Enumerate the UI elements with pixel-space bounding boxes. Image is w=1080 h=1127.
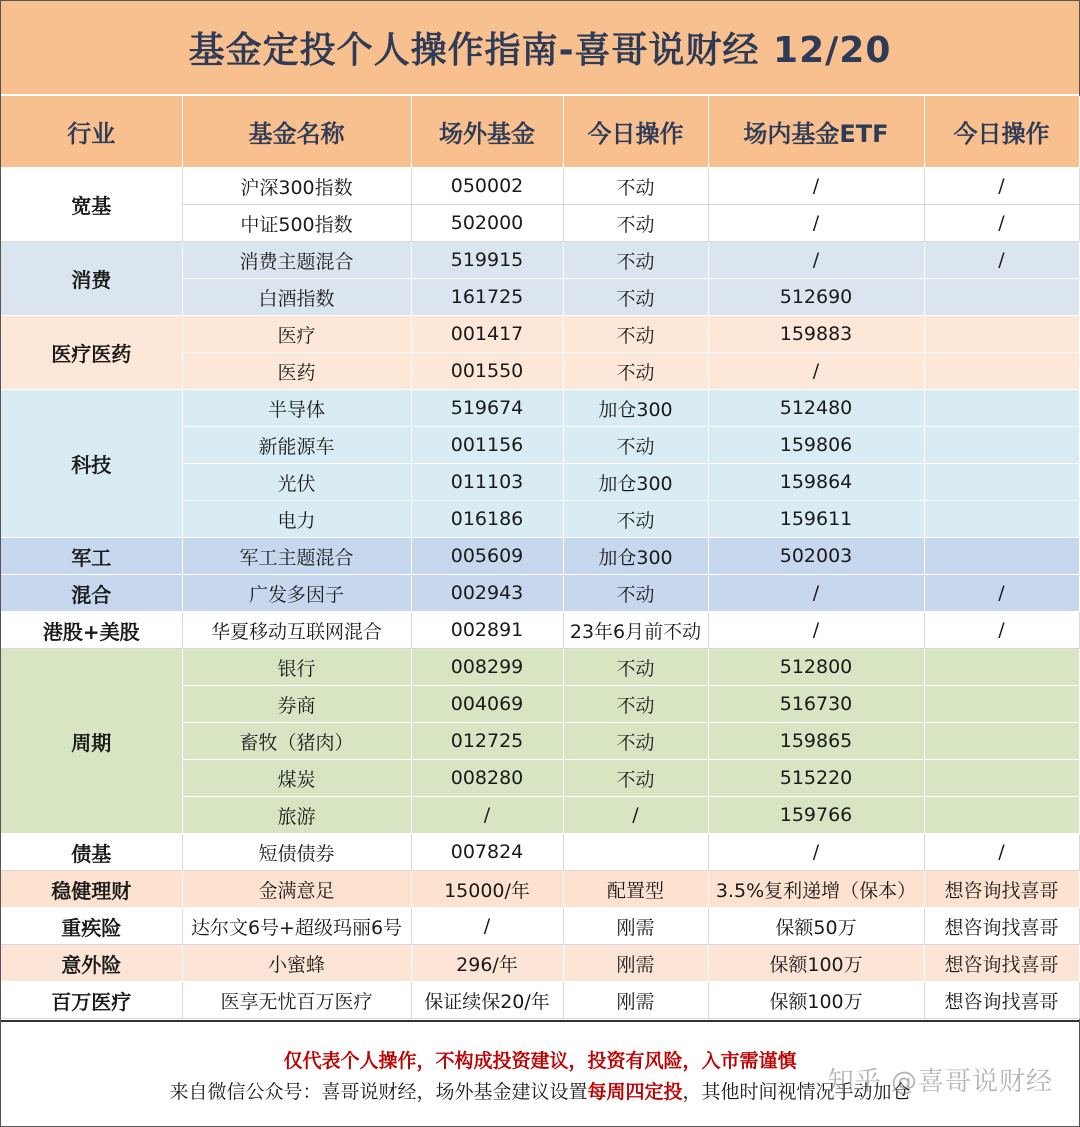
sector-cell: 意外险 xyxy=(1,945,182,982)
fund-name-cell: 医疗 xyxy=(182,316,411,353)
etf-op-cell xyxy=(924,538,1079,575)
fund-code-cell: 296/年 xyxy=(411,945,563,982)
fund-name-cell: 达尔文6号+超级玛丽6号 xyxy=(182,908,411,945)
etf-cell: 502003 xyxy=(708,538,924,575)
fund-name-cell: 华夏移动互联网混合 xyxy=(182,612,411,649)
etf-cell: 159883 xyxy=(708,316,924,353)
sector-cell: 周期 xyxy=(1,649,182,834)
etf-op-cell xyxy=(924,760,1079,797)
today-op-cell: 不动 xyxy=(563,242,708,279)
sector-cell: 混合 xyxy=(1,575,182,612)
fund-code-cell: 008299 xyxy=(411,649,563,686)
sector-cell: 医疗医药 xyxy=(1,316,182,390)
sector-cell: 百万医疗 xyxy=(1,982,182,1019)
sector-cell: 科技 xyxy=(1,390,182,538)
etf-op-cell: / xyxy=(924,242,1079,279)
today-op-cell: 不动 xyxy=(563,316,708,353)
etf-op-cell: / xyxy=(924,834,1079,871)
fund-code-cell: 001417 xyxy=(411,316,563,353)
etf-op-cell: 想咨询找喜哥 xyxy=(924,908,1079,945)
etf-op-cell: 想咨询找喜哥 xyxy=(924,945,1079,982)
table-row xyxy=(1,168,1079,205)
sector-cell: 宽基 xyxy=(1,168,182,242)
header-etf-today-op: 今日操作 xyxy=(924,96,1079,168)
table-row xyxy=(1,945,1079,982)
etf-op-cell: / xyxy=(924,612,1079,649)
etf-op-cell: 想咨询找喜哥 xyxy=(924,871,1079,908)
header-sector: 行业 xyxy=(1,96,182,168)
etf-cell: / xyxy=(708,575,924,612)
etf-op-cell xyxy=(924,353,1079,390)
fund-name-cell: 光伏 xyxy=(182,464,411,501)
etf-op-cell xyxy=(924,427,1079,464)
etf-cell: 保额50万 xyxy=(708,908,924,945)
etf-op-cell xyxy=(924,686,1079,723)
fund-code-cell: 502000 xyxy=(411,205,563,242)
fund-name-cell: 小蜜蜂 xyxy=(182,945,411,982)
etf-op-cell xyxy=(924,316,1079,353)
sector-cell: 军工 xyxy=(1,538,182,575)
etf-cell: 159806 xyxy=(708,427,924,464)
table-row xyxy=(1,612,1079,649)
today-op-cell: 不动 xyxy=(563,760,708,797)
etf-op-cell xyxy=(924,279,1079,316)
etf-op-cell: 想咨询找喜哥 xyxy=(924,982,1079,1019)
today-op-cell: 23年6月前不动 xyxy=(563,612,708,649)
fund-table xyxy=(1,96,1080,1019)
etf-cell: 512690 xyxy=(708,279,924,316)
today-op-cell: 加仓300 xyxy=(563,538,708,575)
fund-name-cell: 新能源车 xyxy=(182,427,411,464)
today-op-cell: / xyxy=(563,797,708,834)
etf-cell: / xyxy=(708,353,924,390)
today-op-cell: 加仓300 xyxy=(563,390,708,427)
fund-code-cell: 004069 xyxy=(411,686,563,723)
fund-code-cell: 016186 xyxy=(411,501,563,538)
table-row xyxy=(1,390,1079,427)
fund-code-cell: 005609 xyxy=(411,538,563,575)
disclaimer-text: 仅代表个人操作，不构成投资建议，投资有风险，入市需谨慎 xyxy=(283,1050,797,1072)
header-today-op: 今日操作 xyxy=(563,96,708,168)
fund-code-cell: 002891 xyxy=(411,612,563,649)
etf-cell: 512800 xyxy=(708,649,924,686)
table-row xyxy=(1,575,1079,612)
fund-code-cell: 007824 xyxy=(411,834,563,871)
etf-cell: / xyxy=(708,242,924,279)
etf-cell: / xyxy=(708,205,924,242)
table-row xyxy=(1,316,1079,353)
sector-cell: 重疾险 xyxy=(1,908,182,945)
etf-op-cell xyxy=(924,723,1079,760)
fund-name-cell: 中证500指数 xyxy=(182,205,411,242)
etf-cell: 159611 xyxy=(708,501,924,538)
today-op-cell: 不动 xyxy=(563,353,708,390)
today-op-cell: 不动 xyxy=(563,279,708,316)
sector-cell: 港股+美股 xyxy=(1,612,182,649)
fund-code-cell: 050002 xyxy=(411,168,563,205)
sector-cell: 消费 xyxy=(1,242,182,316)
etf-op-cell xyxy=(924,501,1079,538)
etf-cell: 保额100万 xyxy=(708,945,924,982)
today-op-cell: 不动 xyxy=(563,575,708,612)
fund-name-cell: 白酒指数 xyxy=(182,279,411,316)
fund-name-cell: 银行 xyxy=(182,649,411,686)
etf-cell: 3.5%复利递增（保本） xyxy=(708,871,924,908)
fund-name-cell: 旅游 xyxy=(182,797,411,834)
today-op-cell: 配置型 xyxy=(563,871,708,908)
fund-code-cell: 161725 xyxy=(411,279,563,316)
fund-code-cell: 15000/年 xyxy=(411,871,563,908)
etf-op-cell: / xyxy=(924,168,1079,205)
footer xyxy=(1,1020,1079,1126)
fund-name-cell: 半导体 xyxy=(182,390,411,427)
sector-cell: 稳健理财 xyxy=(1,871,182,908)
table-row xyxy=(1,982,1079,1019)
today-op-cell: 不动 xyxy=(563,501,708,538)
etf-cell: / xyxy=(708,612,924,649)
sector-cell: 债基 xyxy=(1,834,182,871)
today-op-cell: 不动 xyxy=(563,168,708,205)
fund-name-cell: 广发多因子 xyxy=(182,575,411,612)
today-op-cell: 不动 xyxy=(563,427,708,464)
fund-code-cell: 保证续保20/年 xyxy=(411,982,563,1019)
today-op-cell: 刚需 xyxy=(563,908,708,945)
etf-cell: 159766 xyxy=(708,797,924,834)
fund-name-cell: 短债债券 xyxy=(182,834,411,871)
fund-code-cell: / xyxy=(411,908,563,945)
fund-code-cell: 519674 xyxy=(411,390,563,427)
today-op-cell: 刚需 xyxy=(563,982,708,1019)
fund-name-cell: 医药 xyxy=(182,353,411,390)
table-row xyxy=(1,871,1079,908)
page-title: 基金定投个人操作指南-喜哥说财经 12/20 xyxy=(1,1,1079,96)
header-otc-fund: 场外基金 xyxy=(411,96,563,168)
fund-name-cell: 消费主题混合 xyxy=(182,242,411,279)
fund-name-cell: 煤炭 xyxy=(182,760,411,797)
etf-op-cell xyxy=(924,797,1079,834)
etf-op-cell: / xyxy=(924,575,1079,612)
table-row xyxy=(1,649,1079,686)
etf-op-cell xyxy=(924,464,1079,501)
etf-op-cell xyxy=(924,390,1079,427)
fund-name-cell: 医享无忧百万医疗 xyxy=(182,982,411,1019)
etf-op-cell: / xyxy=(924,205,1079,242)
fund-name-cell: 沪深300指数 xyxy=(182,168,411,205)
table-row xyxy=(1,242,1079,279)
today-op-cell: 不动 xyxy=(563,723,708,760)
today-op-cell xyxy=(563,834,708,871)
fund-name-cell: 电力 xyxy=(182,501,411,538)
fund-code-cell: 519915 xyxy=(411,242,563,279)
today-op-cell: 不动 xyxy=(563,649,708,686)
etf-cell: 516730 xyxy=(708,686,924,723)
source-suffix: ，其他时间视情况手动加仓 xyxy=(682,1081,911,1103)
fund-name-cell: 券商 xyxy=(182,686,411,723)
fund-code-cell: 001156 xyxy=(411,427,563,464)
source-prefix: 来自微信公众号：喜哥说财经，场外基金建议设置 xyxy=(169,1081,588,1103)
etf-cell: 512480 xyxy=(708,390,924,427)
etf-cell: / xyxy=(708,834,924,871)
header-etf: 场内基金ETF xyxy=(708,96,924,168)
etf-cell: / xyxy=(708,168,924,205)
etf-op-cell xyxy=(924,649,1079,686)
watermark: 知乎 @喜哥说财经 xyxy=(827,1067,1053,1097)
etf-cell: 159865 xyxy=(708,723,924,760)
table-header-row xyxy=(1,96,1079,168)
fund-code-cell: 002943 xyxy=(411,575,563,612)
etf-cell: 保额100万 xyxy=(708,982,924,1019)
header-fund-name: 基金名称 xyxy=(182,96,411,168)
etf-cell: 515220 xyxy=(708,760,924,797)
fund-name-cell: 畜牧（猪肉） xyxy=(182,723,411,760)
fund-code-cell: 012725 xyxy=(411,723,563,760)
fund-code-cell: 001550 xyxy=(411,353,563,390)
table-row xyxy=(1,908,1079,945)
table-row xyxy=(1,538,1079,575)
table-row xyxy=(1,834,1079,871)
today-op-cell: 不动 xyxy=(563,686,708,723)
today-op-cell: 不动 xyxy=(563,205,708,242)
today-op-cell: 加仓300 xyxy=(563,464,708,501)
fund-name-cell: 军工主题混合 xyxy=(182,538,411,575)
etf-cell: 159864 xyxy=(708,464,924,501)
fund-code-cell: / xyxy=(411,797,563,834)
fund-code-cell: 008280 xyxy=(411,760,563,797)
today-op-cell: 刚需 xyxy=(563,945,708,982)
source-highlight: 每周四定投 xyxy=(587,1081,683,1103)
fund-name-cell: 金满意足 xyxy=(182,871,411,908)
fund-code-cell: 011103 xyxy=(411,464,563,501)
